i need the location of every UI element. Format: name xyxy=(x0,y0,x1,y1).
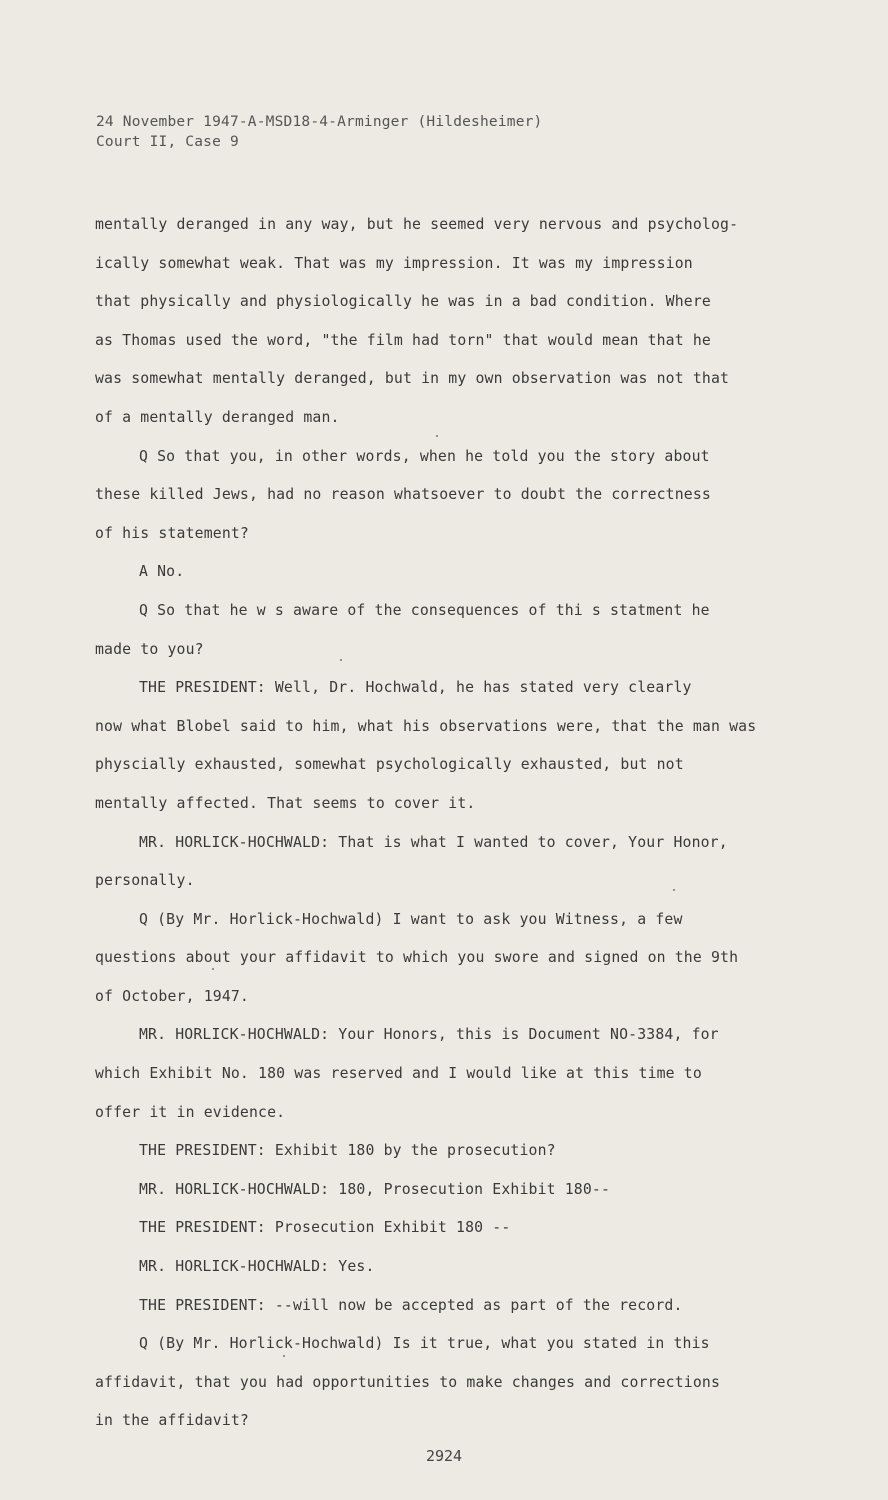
paper-speck xyxy=(283,1355,285,1357)
transcript-line: of a mentally deranged man. xyxy=(95,408,340,426)
transcript-line: questions about your affidavit to which you swore and signed on the 9th xyxy=(95,949,739,967)
transcript-line: mentally deranged in any way, but he seemed very nervous and psycholog- xyxy=(95,216,739,233)
speaker-line: MR. HORLICK-HOCHWALD: That is what I wanted to cover, Your Honor, xyxy=(139,833,728,851)
transcript-line: made to you? xyxy=(95,640,204,658)
paper-speck xyxy=(212,968,214,970)
transcript-line: in the affidavit? xyxy=(95,1412,249,1430)
header-court-line: Court II, Case 9 xyxy=(96,134,239,150)
transcript-line: mentally affected. That seems to cover it. xyxy=(95,794,476,812)
speaker-line: MR. HORLICK-HOCHWALD: Yes. xyxy=(139,1258,375,1276)
speaker-line: MR. HORLICK-HOCHWALD: Your Honors, this is Document NO-3384, for xyxy=(139,1026,719,1044)
transcript-line: of his statement? xyxy=(95,524,249,542)
paper-speck xyxy=(436,435,438,437)
transcript-line: offer it in evidence. xyxy=(95,1103,286,1121)
speaker-line: THE PRESIDENT: --will now be accepted as part of the record. xyxy=(139,1296,683,1314)
transcript-line: ically somewhat weak. That was my impression. It was my impression xyxy=(95,254,693,272)
transcript-line: these killed Jews, had no reason whatsoever to doubt the correctness xyxy=(95,486,711,504)
question-line: Q So that you, in other words, when he told you the story about xyxy=(139,447,710,465)
transcript-line: now what Blobel said to him, what his observations were, that the man was xyxy=(95,717,757,735)
transcript-line: physcially exhausted, somewhat psychologically exhausted, but not xyxy=(95,756,684,774)
question-line: Q (By Mr. Horlick-Hochwald) I want to ask you Witness, a few xyxy=(139,910,683,928)
transcript-line: was somewhat mentally deranged, but in my own observation was not that xyxy=(95,370,730,388)
answer-line: A No. xyxy=(139,563,185,581)
paper-speck xyxy=(673,889,675,891)
speaker-line: THE PRESIDENT: Exhibit 180 by the prosecution? xyxy=(139,1142,556,1160)
transcript-line: personally. xyxy=(95,872,195,890)
transcript-line: affidavit, that you had opportunities to make changes and corrections xyxy=(95,1373,721,1391)
transcript-line: which Exhibit No. 180 was reserved and I would like at this time to xyxy=(95,1065,702,1083)
speaker-line: MR. HORLICK-HOCHWALD: 180, Prosecution Exhibit 180-- xyxy=(139,1180,611,1198)
header-session-line: 24 November 1947-A-MSD18-4-Arminger (Hildesheimer) xyxy=(96,114,543,130)
question-line: Q (By Mr. Horlick-Hochwald) Is it true, what you stated in this xyxy=(139,1335,710,1353)
document-header xyxy=(96,112,543,152)
speaker-line: THE PRESIDENT: Well, Dr. Hochwald, he has stated very clearly xyxy=(139,679,692,697)
transcript-line: that physically and physiologically he was in a bad condition. Where xyxy=(95,293,711,311)
page-number: 2924 xyxy=(425,1447,463,1465)
transcript-line: of October, 1947. xyxy=(95,987,249,1005)
transcript-body xyxy=(95,206,815,1441)
speaker-line: THE PRESIDENT: Prosecution Exhibit 180 -- xyxy=(139,1219,511,1237)
paper-speck xyxy=(340,659,342,661)
question-line: Q So that he w s aware of the consequences of thi s statment he xyxy=(139,601,710,619)
transcript-line: as Thomas used the word, "the film had torn" that would mean that he xyxy=(95,331,711,349)
